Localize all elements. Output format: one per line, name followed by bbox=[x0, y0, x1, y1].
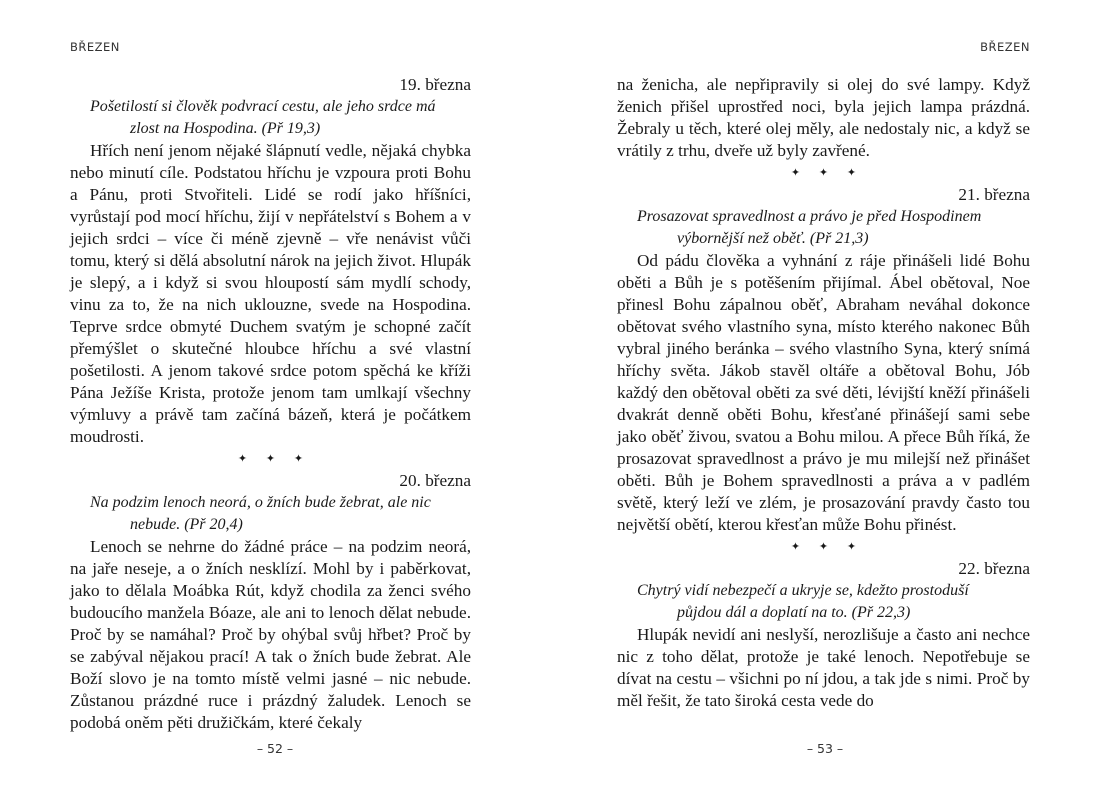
entry-date: 21. března bbox=[958, 185, 1030, 204]
page-number: – 53 – bbox=[806, 741, 844, 756]
devotional-paragraph: Hřích není jenom nějaké šlápnutí vedle, nějaká chybka nebo minutí cíle. Podstatou hříchu je vzpoura proti Bohu a Pánu, proti Stvořiteli. Lidé se rodí jako hříšníci, vyrůstají pod mocí hříchu, žijí v nepřátelství s Bohem a v jejich srdci – více či méně zjevně – vře nenávist vůči tomu, který si dělá absolutní nárok na jejich život. Hlupák je slepý, a i když si svou hloupostí sám mydlí schody, vinu za to, že na nich uklouzne, svede na Hospodina. Teprve srdce obmyté Duchem svatým je schopné začít přemýšlet o skutečné hloubce hříchu a své vlastní pošetilosti. A jenom takové srdce potom spěchá ke kříži Pána Ježíše Krista, protože jenom tam umlkají všechny výmluvy a právě tam začíná bázeň, která je počátkem moudrosti. bbox=[70, 141, 471, 446]
verse-quote bbox=[70, 96, 471, 140]
verse-quote bbox=[617, 206, 1030, 250]
section-separator: ✦ ✦ ✦ bbox=[790, 167, 865, 179]
verse-line: Chytrý vidí nebezpečí a ukryje se, kdežto prostoduší bbox=[637, 582, 969, 599]
page-number: – 52 – bbox=[256, 741, 294, 756]
verse-quote bbox=[617, 580, 1030, 624]
verse-line: Prosazovat spravedlnost a právo je před Hospodinem bbox=[637, 208, 982, 225]
entry-date: 20. března bbox=[399, 471, 471, 490]
running-head: BŘEZEN bbox=[980, 40, 1030, 54]
verse-quote bbox=[70, 492, 471, 536]
section-separator: ✦ ✦ ✦ bbox=[790, 541, 865, 553]
verse-line: zlost na Hospodina. (Př 19,3) bbox=[130, 120, 321, 137]
devotional-paragraph: Lenoch se nehrne do žádné práce – na podzim neorá, na jaře neseje, a o žních nesklízí. Mohl by i paběrkovat, jako to dělala Moábka Rút, když chodila za ženci svého budoucího manžela Bóaze, ale ani to lenoch dělat nebude. Proč by se namáhal? Proč by ohýbal svůj hřbet? Proč by se zabýval nějakou prací! A tak o žních bude žebrat. Ale Boží slovo je na tomto místě velmi jasné – nic nebude. Zůstanou prázdné ruce i prázdný žaludek. Lenoch se podobá oněm pěti družičkám, které čekaly bbox=[70, 537, 471, 732]
verse-line: Pošetilostí si člověk podvrací cestu, ale jeho srdce má bbox=[90, 98, 436, 115]
running-head: BŘEZEN bbox=[70, 40, 120, 54]
verse-line: půjdou dál a doplatí na to. (Př 22,3) bbox=[677, 604, 911, 621]
section-separator: ✦ ✦ ✦ bbox=[237, 453, 312, 465]
right-page bbox=[550, 0, 1100, 800]
entry-date: 22. března bbox=[958, 559, 1030, 578]
devotional-paragraph: Hlupák nevidí ani neslyší, nerozlišuje a často ani nechce nic z toho dělat, protože je také lenoch. Nepotřebuje se dívat na cestu – všichni po ní jdou, a tak jde s nimi. Proč by měl řešit, že tato široká cesta vede do bbox=[617, 625, 1030, 710]
continued-paragraph: na ženicha, ale nepřipravily si olej do své lampy. Když ženich přišel uprostřed noci, byla jejich lampa prázdná. Žebraly u těch, které olej měly, ale nedostaly nic, a když se vrátily z trhu, dveře už byly zavřené. bbox=[617, 75, 1030, 160]
verse-line: výbornější než oběť. (Př 21,3) bbox=[677, 230, 869, 247]
entry-date: 19. března bbox=[399, 75, 471, 94]
verse-line: Na podzim lenoch neorá, o žních bude žebrat, ale nic bbox=[90, 494, 431, 511]
verse-line: nebude. (Př 20,4) bbox=[130, 516, 243, 533]
text-block bbox=[617, 74, 1030, 712]
devotional-paragraph: Od pádu člověka a vyhnání z ráje přinášeli lidé Bohu oběti a Bůh je s potěšením přijímal. Ábel obětoval, Noe přinesl Bohu zápalnou oběť, Abraham neváhal dokonce obětovat svého vlastního syna, místo kterého nakonec Bůh vybral jiného beránka – svého vlastního Syna, který snímá hříchy světa. Jákob stavěl oltáře a obětoval Bohu, Jób každý den obětoval oběti za své děti, lévijští kněží přinášeli dvakrát denně oběti Bohu, křesťané přinášejí sami sebe jako oběť živou, svatou a Bohu milou. A přece Bůh říká, že prosazovat spravedlnost a právo je mu milejší než přinášet oběti. Bůh je Bohem spravedlnosti a práva a v padlém světě, který leží ve zlém, je prosazování pravdy často tou největší obětí, kterou křesťan může Bohu přinést. bbox=[617, 251, 1030, 534]
text-block bbox=[70, 74, 471, 734]
